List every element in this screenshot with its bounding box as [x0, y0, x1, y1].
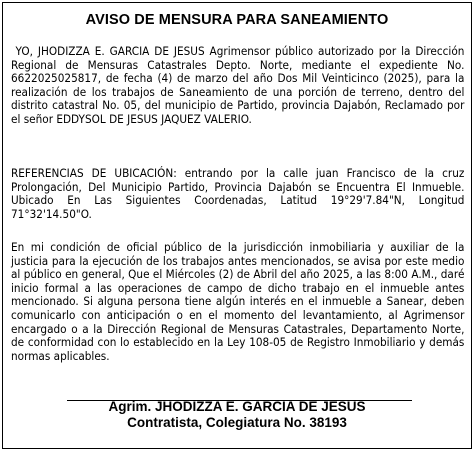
signature-role: Contratista, Colegiatura No. 38193: [127, 415, 347, 430]
notice-paragraph-surveyor: YO, JHODIZZA E. GARCIA DE JESUS Agrimensor público autorizado por la Dirección Regional de Mensuras Catastrales Depto. Norte, mediante el expediente No. 6622025025817, de fecha (4) de marzo del año Dos Mil Veinticinco (2025), para la realización de los trabajos de Saneamiento de una porción de terreno, dentro del distrito catastral No. 05, del municipio de Partido, provincia Dajabón, Reclamado por el señor EDDYSOL DE JESUS JAQUEZ VALERIO.: [11, 44, 465, 126]
notice-box: [2, 2, 472, 449]
notice-paragraph-announcement: En mi condición de oficial público de la jurisdicción inmobiliaria y auxiliar de la justicia para la ejecución de los trabajos antes mencionados, se avisa por este medio al público en general, Que el Miércoles (2) de Abril del año 2025, a las 8:00 A.M., daré inicio formal a las operaciones de campo de dicho trabajo en el inmueble antes mencionado. Si alguna persona tiene algún interés en el inmueble a Sanear, deben comunicarlo con anticipación o en el momento del levantamiento, al Agrimensor encargado o a la Dirección Regional de Mensuras Catastrales, Departamento Norte, de conformidad con lo establecido en la Ley 108-05 de Registro Inmobiliario y demás normas aplicables.: [11, 240, 465, 363]
signature-name: Agrim. JHODIZZA E. GARCIA DE JESUS: [108, 399, 366, 414]
notice-title: AVISO DE MENSURA PARA SANEAMIENTO: [85, 12, 389, 28]
notice-paragraph-location: REFERENCIAS DE UBICACIÓN: entrando por la calle juan Francisco de la cruz Prolongación, Del Municipio Partido, Provincia Dajabón se Encuentra El Inmueble. Ubicado En Las Siguientes Coordenadas, Latitud 19°29'7.84"N, Longitud 71°32'14.50"O.: [11, 166, 465, 221]
